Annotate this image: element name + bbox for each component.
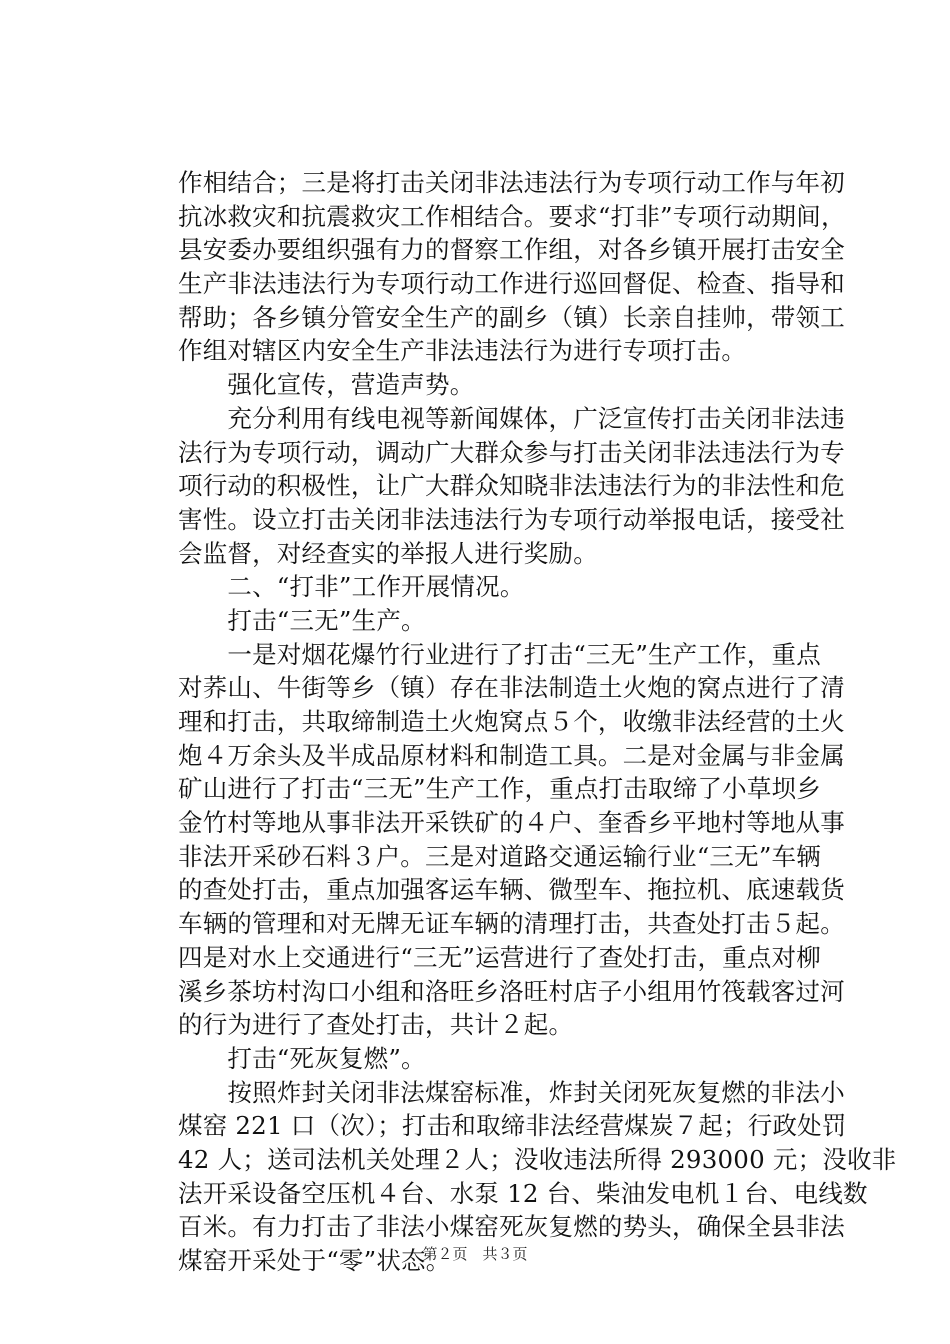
text-line: 会监督，对经查实的举报人进行奖励。: [178, 538, 598, 568]
text-line: 作组对辖区内安全生产非法违法行为进行专项打击。: [178, 336, 747, 366]
text-line: 打击“死灰复燃”。: [178, 1043, 426, 1073]
text-line: 对荞山、牛街等乡（镇）存在非法制造土火炮的窝点进行了清: [178, 673, 845, 703]
text-line: 作相结合；三是将打击关闭非法违法行为专项行动工作与年初: [178, 168, 845, 197]
text-line: 法行为专项行动，调动广大群众参与打击关闭非法违法行为专: [178, 437, 845, 467]
text-line: 百米。有力打击了非法小煤窑死灰复燃的势头，确保全县非法: [178, 1212, 845, 1242]
text-line: 县安委办要组织强有力的督察工作组，对各乡镇开展打击安全: [178, 235, 845, 265]
text-line: 充分利用有线电视等新闻媒体，广泛宣传打击关闭非法违: [178, 403, 845, 433]
text-line: 抗冰救灾和抗震救灾工作相结合。要求“打非”专项行动期间，: [178, 201, 846, 231]
text-line: 四是对水上交通进行“三无”运营进行了查处打击，重点对柳: [178, 942, 821, 972]
text-line: 煤窑 221 口（次）；打击和取缔非法经营煤炭７起；行政处罚: [178, 1111, 847, 1141]
text-line: 法开采设备空压机４台、水泵 12 台、柴油发电机１台、电线数: [178, 1178, 868, 1208]
text-line: 害性。设立打击关闭非法违法行为专项行动举报电话，接受社: [178, 504, 845, 534]
text-line: 帮助；各乡镇分管安全生产的副乡（镇）长亲自挂帅，带领工: [178, 302, 845, 332]
text-line: 煤窑开采处于“零”状态。: [178, 1246, 451, 1275]
text-line: 打击“三无”生产。: [178, 605, 426, 635]
text-line: 一是对烟花爆竹行业进行了打击“三无”生产工作，重点: [178, 639, 821, 669]
text-line: 溪乡茶坊村沟口小组和洛旺乡洛旺村店子小组用竹筏载客过河: [178, 976, 845, 1006]
text-line: 生产非法违法行为专项行动工作进行巡回督促、检查、指导和: [178, 269, 845, 299]
text-line: 炮４万余头及半成品原材料和制造工具。二是对金属与非金属: [178, 740, 845, 770]
text-line: 42 人；送司法机关处理２人；没收违法所得 293000 元；没收非: [178, 1144, 897, 1174]
text-line: 理和打击，共取缔制造土火炮窝点５个，收缴非法经营的土火: [178, 707, 845, 736]
text-line: 的行为进行了查处打击，共计２起。: [178, 1010, 574, 1040]
text-line: 的查处打击，重点加强客运车辆、微型车、拖拉机、底速载货: [178, 875, 845, 905]
text-line: 矿山进行了打击“三无”生产工作，重点打击取缔了小草坝乡: [178, 774, 821, 804]
text-line: 车辆的管理和对无牌无证车辆的清理打击，共查处打击５起。: [178, 909, 845, 939]
text-line: 非法开采砂石料３户。三是对道路交通运输行业“三无”车辆: [178, 841, 821, 871]
text-line: 金竹村等地从事非法开采铁矿的４户、奎香乡平地村等地从事: [178, 808, 845, 838]
text-line: 按照炸封关闭非法煤窑标准，炸封关闭死灰复燃的非法小: [178, 1077, 845, 1107]
text-line: 二、“打非”工作开展情况。: [178, 572, 525, 602]
text-line: 强化宣传，营造声势。: [178, 370, 475, 400]
text-line: 项行动的积极性，让广大群众知晓非法违法行为的非法性和危: [178, 471, 845, 501]
document-body: [178, 166, 897, 1278]
page-number-footer: 第２页 共３页: [422, 1245, 528, 1263]
